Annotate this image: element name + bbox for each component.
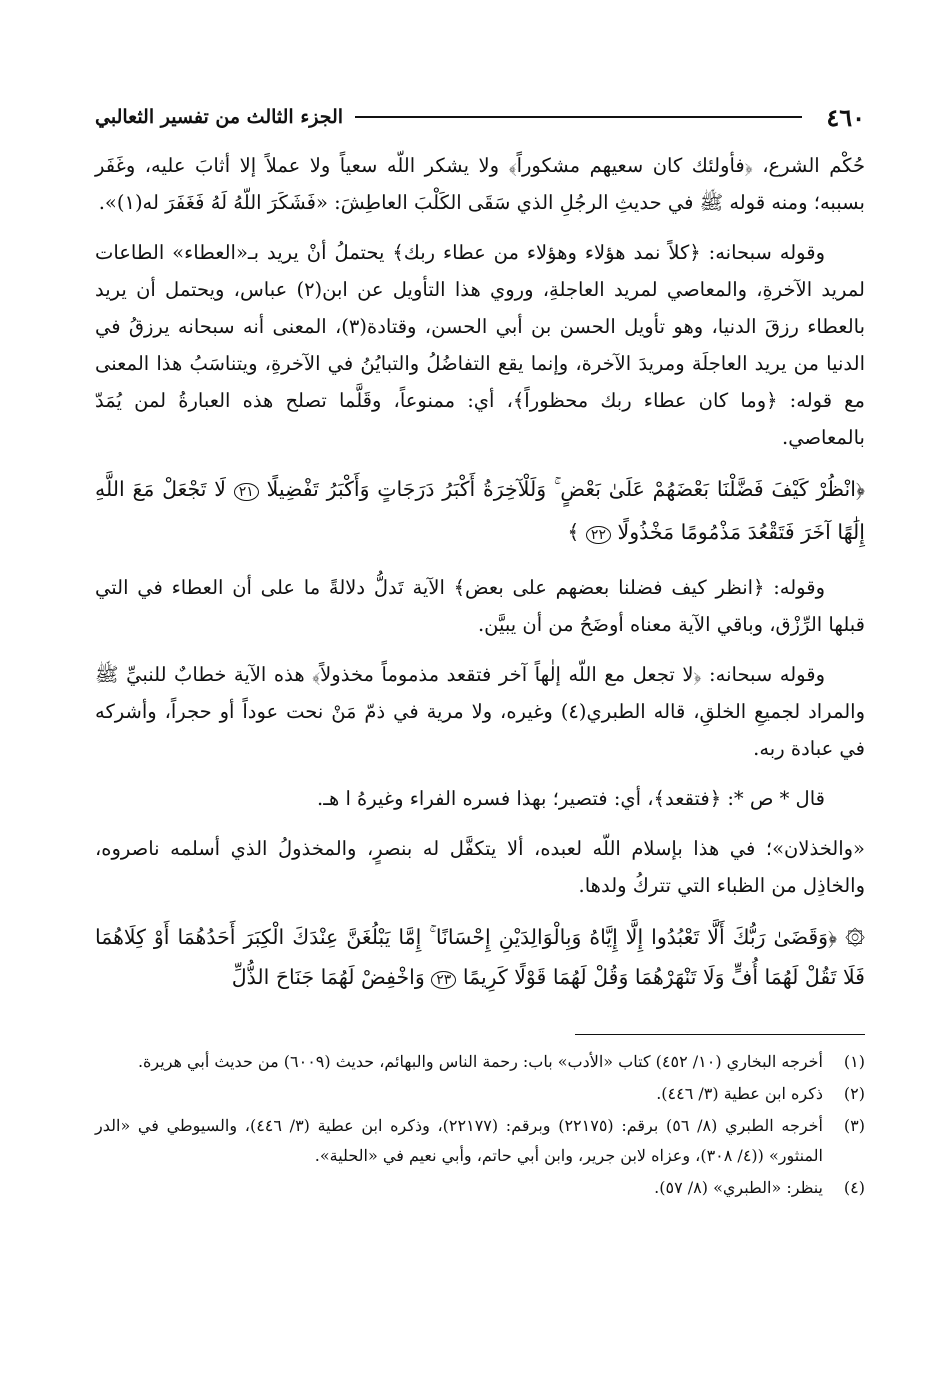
footnote-text: ذكره ابن عطية (٣/ ٤٤٦). xyxy=(656,1084,823,1103)
footnote-number: (٣) xyxy=(843,1116,865,1135)
footnote xyxy=(95,1173,865,1203)
quran-verse-text: وَاخْفِضْ لَهُمَا جَنَاحَ الذُّلِّ xyxy=(231,965,425,989)
footnote-text: أخرجه الطبري (٨/ ٥٦) برقم: (٢٢١٧٥) وبرقم: (٢٢١٧٧)، وذكره ابن عطية (٣/ ٤٤٦)، والسيوطي في «الدر المنثور» ((٤/ ٣٠٨)، وعزاه لابن جرير، وابن أبي حاتم، وأبي نعيم في «الحلية». xyxy=(95,1116,824,1165)
footnote xyxy=(95,1079,865,1109)
quran-verse-block-2 xyxy=(95,917,865,1000)
footnotes-divider xyxy=(575,1034,865,1035)
paragraph-4: وقوله سبحانه: ﴿لا تجعل مع اللّه إلٰهاً آخر فتقعد مذموماً مخذولاً﴾ هذه الآية خطابٌ للنبيِّ ﷺ والمراد لجميعِ الخلقِ، قاله الطبري(٤) وغيره، ولا مرية في ذمّ مَنْ نحت عوداً أو حجراً، وأشركه في عبادة ربه. xyxy=(95,663,865,760)
quran-verse-text: ۞ ﴿وَقَضَىٰ رَبُّكَ أَلَّا تَعْبُدُوا إِلَّا إِيَّاهُ وَبِالْوَالِدَيْنِ إِحْسَانًا ۚ إِمَّا يَبْلُغَنَّ عِنْدَكَ الْكِبَرَ أَحَدُهُمَا أَوْ كِلَاهُمَا فَلَا تَقُلْ لَهُمَا أُفٍّ وَلَا تَنْهَرْهُمَا وَقُلْ لَهُمَا قَوْلًا كَرِيمًا xyxy=(95,925,865,989)
footnote-number: (٢) xyxy=(843,1084,865,1103)
book-page xyxy=(95,95,865,1205)
footnote-number: (١) xyxy=(843,1052,865,1071)
footnote-number: (٤) xyxy=(843,1178,865,1197)
paragraph-6: «والخذلان»؛ في هذا بإسلام اللّه لعبده، ألا يتكفَّل له بنصرٍ، والمخذولُ الذي أسلمه ناصروه، والخاذِل من الظباء التي تتركُ ولدها. xyxy=(95,837,865,897)
header-rule xyxy=(355,116,802,118)
footnote-text: أخرجه البخاري (١٠/ ٤٥٢) كتاب «الأدب» باب: رحمة الناس والبهائم، حديث (٦٠٠٩) من حديث أبي هريرة. xyxy=(137,1052,823,1071)
footnote xyxy=(95,1047,865,1077)
running-header xyxy=(95,95,865,139)
running-title: الجزء الثالث من تفسير الثعالبي xyxy=(95,106,344,128)
footnote-text: ينظر: «الطبري» (٨/ ٥٧). xyxy=(654,1178,823,1197)
paragraph-2: وقوله سبحانه: ﴿كلاً نمد هؤلاء وهؤلاء من عطاء ربك﴾ يحتملُ أنْ يريد بـ«العطاء» الطاعات لمريد الآخرةِ، والمعاصي لمريد العاجلةِ، وروي هذا التأويل عن ابن(٢) عباس، ويحتمل أن يريد بالعطاء رزقَ الدنيا، وهو تأويل الحسن بن أبي الحسن، وقتادة(٣)، المعنى أنه سبحانه يرزقُ في الدنيا من يريد العاجلَة ومريدَ الآخرة، وإنما يقع التفاضُلُ والتبايُنُ في الآخرةِ، ويتناسَبُ هذا المعنى مع قوله: ﴿وما كان عطاء ربك محظوراً﴾، أي: ممنوعاً، وقَلَّما تصلح هذه العبارةُ لمن يُمَدّ بالمعاصي. xyxy=(95,241,866,449)
quran-verse-text: لَا تَجْعَلْ مَعَ اللَّهِ إِلَٰهًا آخَرَ فَتَقْعُدَ مَذْمُومًا مَخْذُولًا xyxy=(95,477,865,544)
quran-verse-block-1 xyxy=(95,469,865,555)
paragraph-1: حُكْم الشرع، ﴿فأولئك كان سعيهم مشكوراً﴾ ولا يشكر اللّه سعياً ولا عملاً إلا أثابَ عليه، وغَفَر بسببه؛ ومنه قوله ﷺ في حديثِ الرجُلِ الذي سَقَى الكَلْبَ العاطِشَ: «فَشَكَرَ اللّهُ لَهُ فَغَفَرَ له(١)». xyxy=(95,154,865,214)
footnote xyxy=(95,1111,865,1171)
verse-number-marker: ٢٢ xyxy=(586,526,611,544)
quran-verse-text: ﴿انْظُرْ كَيْفَ فَضَّلْنَا بَعْضَهُمْ عَلَىٰ بَعْضٍ ۚ وَلَلْآخِرَةُ أَكْبَرُ دَرَجَاتٍ وَأَكْبَرُ تَفْضِيلًا xyxy=(266,477,865,501)
verse-number-marker: ٢٣ xyxy=(431,971,456,989)
verse-number-marker: ٢١ xyxy=(234,483,259,501)
paragraph-5: قال * ص *: ﴿فتقعد﴾، أي: فتصير؛ بهذا فسره الفراء وغيرهُ ا هـ. xyxy=(317,787,825,810)
page-number: ٤٦٠ xyxy=(826,102,865,132)
quran-bracket-close: ﴾ xyxy=(567,520,580,544)
paragraph-3: وقوله: ﴿انظر كيف فضلنا بعضهم على بعض﴾ الآية تَدلُّ دلالةً ما على أن العطاء في التي قبلها الرِّزْق، وباقي الآية معناه أوضَحُ من أن يبيَّن. xyxy=(95,576,865,636)
